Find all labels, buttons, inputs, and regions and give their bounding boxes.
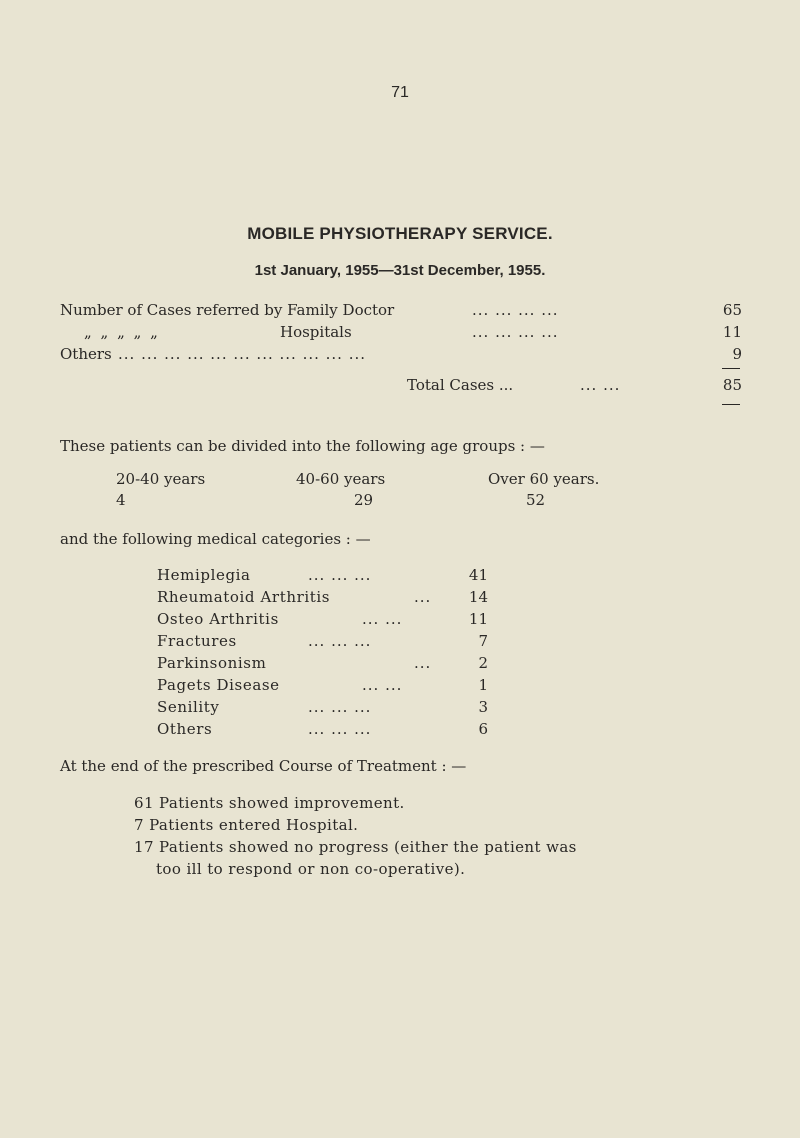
total-rule-top: [722, 368, 740, 369]
category-value: 14: [468, 588, 488, 606]
family-doctor-dots: ... ... ... ...: [472, 301, 559, 319]
age-groups-intro: These patients can be divided into the following age groups : —: [60, 437, 545, 455]
category-dots: ...: [414, 654, 432, 672]
outcome-line: 17 Patients showed no progress (either the patient was: [134, 838, 577, 856]
category-value: 3: [478, 698, 488, 716]
outcome-line: 7 Patients entered Hospital.: [134, 816, 359, 834]
family-doctor-label: Number of Cases referred by Family Doctor: [60, 301, 395, 319]
category-value: 41: [468, 566, 488, 584]
outcome-line: too ill to respond or non co-operative).: [156, 860, 466, 878]
hospitals-label: Hospitals: [280, 323, 352, 341]
age-group-value-2: 29: [354, 491, 374, 509]
family-doctor-value: 65: [722, 301, 742, 319]
hospitals-value: 11: [722, 323, 742, 341]
category-name: Pagets Disease: [157, 676, 280, 694]
hospitals-ditto: „ „ „ „ „: [84, 323, 160, 341]
total-cases-value: 85: [722, 376, 742, 394]
category-dots: ... ... ...: [308, 720, 372, 738]
outcome-intro: At the end of the prescribed Course of Treatment : —: [60, 757, 467, 775]
category-name: Others: [157, 720, 213, 738]
category-value: 2: [478, 654, 488, 672]
page-number: 71: [391, 84, 409, 101]
category-dots: ... ... ...: [308, 632, 372, 650]
page-title: MOBILE PHYSIOTHERAPY SERVICE.: [247, 224, 553, 243]
category-dots: ... ...: [362, 676, 403, 694]
others-referral-label: Others: [60, 345, 112, 363]
hospitals-dots: ... ... ... ...: [472, 323, 559, 341]
total-rule-bottom: [722, 404, 740, 405]
category-dots: ... ... ...: [308, 698, 372, 716]
date-range: 1st January, 1955—31st December, 1955.: [254, 262, 546, 279]
others-referral-dots: ... ... ... ... ... ... ... ... ... ... ...: [118, 345, 367, 363]
age-group-label-3: Over 60 years.: [488, 470, 600, 488]
category-dots: ... ... ...: [308, 566, 372, 584]
medical-categories-intro: and the following medical categories : —: [60, 530, 371, 548]
category-value: 1: [478, 676, 488, 694]
category-name: Fractures: [157, 632, 237, 650]
category-name: Parkinsonism: [157, 654, 267, 672]
category-name: Hemiplegia: [157, 566, 251, 584]
category-dots: ...: [414, 588, 432, 606]
category-value: 7: [478, 632, 488, 650]
age-group-value-1: 4: [116, 491, 126, 509]
category-value: 11: [468, 610, 488, 628]
others-referral-value: 9: [732, 345, 742, 363]
total-cases-dots: ... ...: [580, 376, 621, 394]
outcome-line: 61 Patients showed improvement.: [134, 794, 405, 812]
category-name: Senility: [157, 698, 220, 716]
age-group-label-1: 20-40 years: [116, 470, 206, 488]
age-group-label-2: 40-60 years: [296, 470, 386, 488]
category-name: Rheumatoid Arthritis: [157, 588, 331, 606]
age-group-value-3: 52: [526, 491, 546, 509]
total-cases-label: Total Cases ...: [407, 376, 514, 394]
category-value: 6: [478, 720, 488, 738]
category-dots: ... ...: [362, 610, 403, 628]
category-name: Osteo Arthritis: [157, 610, 279, 628]
